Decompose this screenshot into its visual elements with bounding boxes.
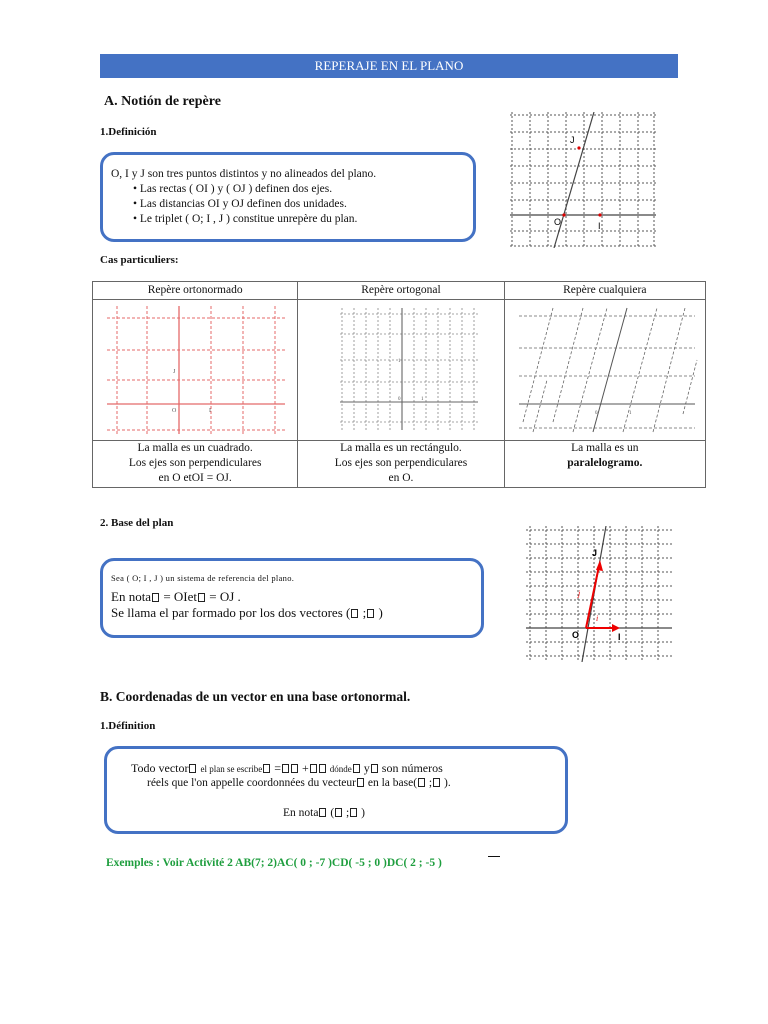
coord-line-1c: = xyxy=(274,761,281,775)
col-header-orthonormal: Repère ortonormado xyxy=(93,282,298,300)
coef-symbol xyxy=(319,764,326,773)
fig2-label-j: J xyxy=(592,548,598,558)
coord-line-3a: En nota xyxy=(283,807,319,819)
vector-j-symbol xyxy=(198,593,205,602)
def-line-4: • Le triplet ( O; I , J ) constitue unrepère du plan. xyxy=(133,213,358,225)
vector-u-symbol xyxy=(357,778,364,787)
coord-line-2 xyxy=(147,777,451,789)
coord-line-1a: Todo vector xyxy=(131,761,189,775)
svg-text:1: 1 xyxy=(628,411,632,416)
definition-box xyxy=(100,152,476,242)
svg-text:1: 1 xyxy=(421,397,424,402)
cell-figure-orthogonal xyxy=(298,300,504,441)
base-line-2b: = OIet xyxy=(163,589,198,604)
def-line-2: • Las rectas ( OI ) y ( OJ ) definen dos ejes. xyxy=(133,183,333,195)
desc-line: en O etOI = OJ. xyxy=(158,472,232,484)
figure-base-vectors xyxy=(526,526,672,662)
desc-line: La malla es un rectángulo. xyxy=(340,442,462,454)
col-header-any: Repère cualquiera xyxy=(504,282,705,300)
vector-i-symbol xyxy=(418,778,425,787)
desc-line: La malla es un xyxy=(571,442,639,454)
page-title: REPERAJE EN EL PLANO xyxy=(100,54,678,78)
coef-symbol xyxy=(310,764,317,773)
cell-desc-orthonormal xyxy=(93,441,298,488)
label-o: O xyxy=(554,217,562,227)
desc-line: La malla es un cuadrado. xyxy=(137,442,253,454)
col-header-orthogonal: Repère ortogonal xyxy=(298,282,504,300)
vector-u-symbol xyxy=(319,808,326,817)
svg-text:1: 1 xyxy=(398,359,401,364)
cases-table xyxy=(92,281,706,488)
vector-overline xyxy=(488,856,500,857)
svg-text:0: 0 xyxy=(594,411,598,416)
desc-line: Los ejes son perpendiculares xyxy=(128,457,262,469)
desc-line: Los ejes son perpendiculares xyxy=(334,457,468,469)
coord-line-1b: el plan se escribe xyxy=(200,764,263,774)
coord-line-2a: réels que l'on appelle coordonnées du vecteur xyxy=(147,777,356,789)
fig2-label-vec-i: i xyxy=(596,614,599,623)
figure-orthogonal xyxy=(324,304,494,436)
coord-line-1 xyxy=(131,761,443,776)
def-line-1: O, I y J son tres puntos distintos y no alineados del plano. xyxy=(111,168,377,180)
figure-any xyxy=(513,304,699,436)
coord-line-1f: y xyxy=(363,761,370,775)
coef-symbol xyxy=(350,808,357,817)
section-b-heading: B. Coordenadas de un vector en una base ortonormal. xyxy=(100,689,411,704)
fig2-label-i: I xyxy=(618,632,621,642)
base-box xyxy=(100,558,484,638)
base-line-3b: ) xyxy=(378,605,383,620)
examples-line: Exemples : Voir Activité 2 AB(7; 2)AC( 0 ; -7 )CD( -5 ; 0 )DC( 2 ; -5 ) xyxy=(106,857,442,869)
cell-desc-any xyxy=(504,441,705,488)
coord-line-2sep: ; xyxy=(428,777,433,789)
coord-line-3b: ( xyxy=(330,807,335,819)
vector-j-symbol xyxy=(367,609,374,618)
coord-line-3c: ) xyxy=(361,807,365,819)
vector-i-symbol xyxy=(152,593,159,602)
coord-line-1e: dónde xyxy=(329,764,352,774)
base-line-2 xyxy=(111,589,241,605)
label-i: I xyxy=(598,221,601,231)
desc-line: en O. xyxy=(388,472,414,484)
base-heading: 2. Base del plan xyxy=(100,517,174,529)
desc-line: paralelogramo. xyxy=(567,457,643,469)
svg-text:0: 0 xyxy=(398,397,401,402)
fig2-label-vec-j: j xyxy=(578,589,581,598)
base-line-3sep: ; xyxy=(362,605,367,620)
fig2-label-o: O xyxy=(572,630,580,640)
coord-line-3 xyxy=(283,807,365,819)
section-a-heading: A. Notión de repère xyxy=(104,94,221,109)
cell-figure-any xyxy=(504,300,705,441)
definition-heading: 1.Definición xyxy=(100,126,157,138)
vector-j-symbol xyxy=(433,778,440,787)
coef-symbol xyxy=(371,764,378,773)
coordinates-box xyxy=(104,746,568,834)
coef-symbol xyxy=(291,764,298,773)
base-line-2c: = OJ . xyxy=(209,589,241,604)
coord-line-2b: en la base( xyxy=(367,777,418,789)
definition-b-heading: 1.Définition xyxy=(100,720,156,732)
coord-line-3sep: ; xyxy=(346,807,350,819)
vector-u-symbol xyxy=(189,764,196,773)
coord-line-2c: ). xyxy=(444,777,451,789)
mini-label-o: O xyxy=(172,408,177,414)
coef-symbol xyxy=(353,764,360,773)
coord-line-1g: son números xyxy=(381,761,443,775)
vector-u-symbol xyxy=(263,764,270,773)
vector-i-symbol xyxy=(351,609,358,618)
cases-heading: Cas particuliers: xyxy=(100,254,179,266)
coord-line-1d: + xyxy=(302,761,309,775)
mini-label-i: I xyxy=(209,408,211,414)
coef-symbol xyxy=(282,764,289,773)
coef-symbol xyxy=(335,808,342,817)
base-line-2a: En nota xyxy=(111,589,152,604)
base-line-3a: Se llama el par formado por los dos vectores ( xyxy=(111,605,351,620)
def-line-3: • Las distancias OI y OJ definen dos unidades. xyxy=(133,198,347,210)
base-line-1: Sea ( O; I , J ) un sistema de referencia del plano. xyxy=(111,573,295,583)
figure-orthonormal xyxy=(99,304,295,436)
base-line-3 xyxy=(111,605,383,621)
mini-label-j: J xyxy=(173,369,176,375)
cell-figure-orthonormal xyxy=(93,300,298,441)
cell-desc-orthogonal xyxy=(298,441,504,488)
label-j: J xyxy=(570,135,575,145)
figure-repere-oblique xyxy=(510,112,656,248)
